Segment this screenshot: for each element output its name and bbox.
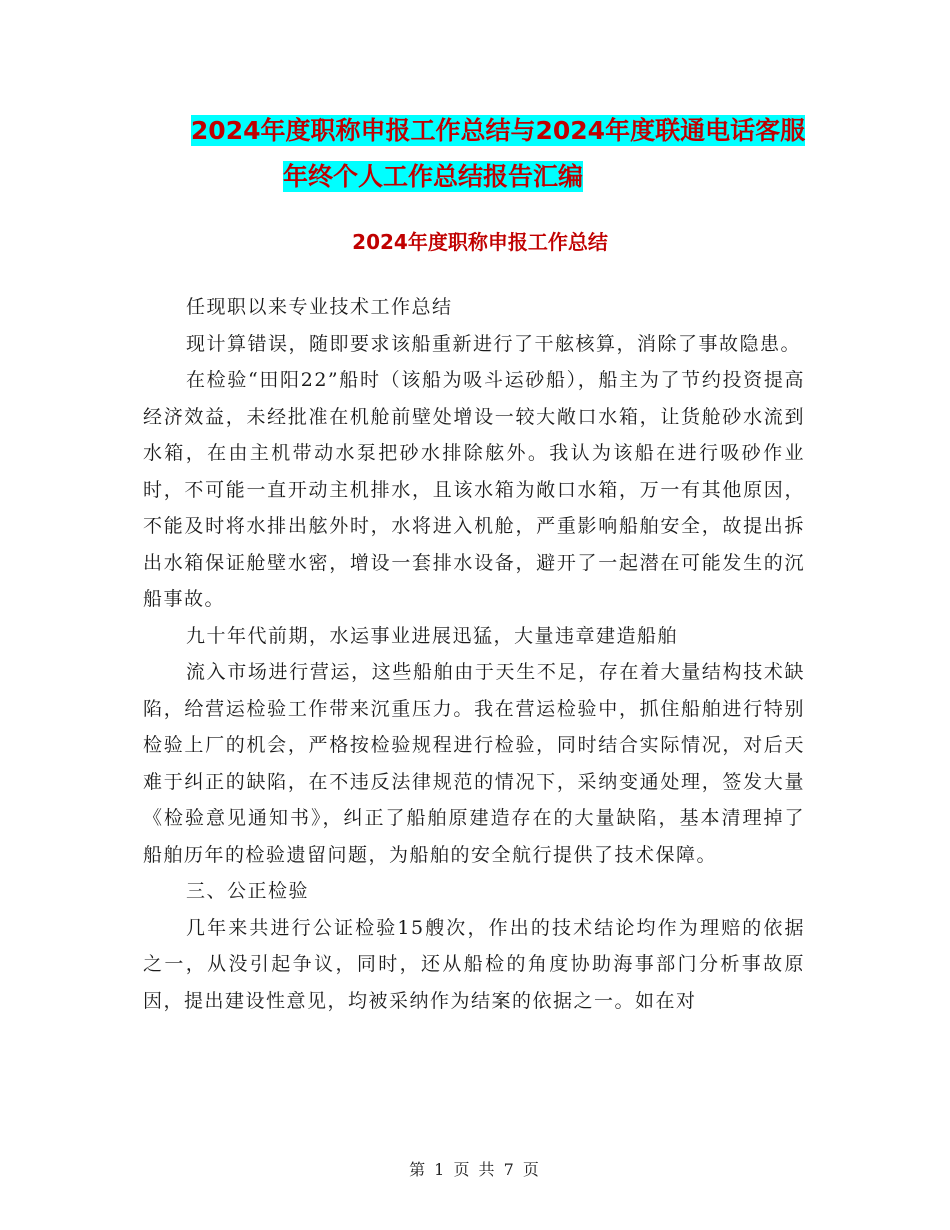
paragraph-4: 九十年代前期，水运事业进展迅猛，大量违章建造船舶	[186, 624, 679, 647]
document-title	[0, 108, 950, 200]
title-line-2-text: 年终个人工作总结报告汇编	[283, 162, 584, 191]
paragraph-3: 在检验“田阳22”船时（该船为吸斗运砂船），船主为了节约投资提高经济效益，未经批准在机舱前壁处增设一较大敞口水箱，让货舱砂水流到水箱，在由主机带动水泵把砂水排除舷外。我认为该船在进行吸砂作业时，不可能一直开动主机排水，且该水箱为敞口水箱，万一有其他原因，不能及时将水排出舷外时，水将进入机舱，严重影响船舶安全，故提出拆出水箱保证舱壁水密，增设一套排水设备，避开了一起潜在可能发生的沉船事故。	[143, 369, 805, 610]
body-text	[143, 289, 805, 1019]
title-line-2	[0, 154, 950, 200]
title-line-1	[0, 108, 950, 154]
paragraph-6: 三、公正检验	[186, 880, 310, 902]
paragraph-1: 任现职以来专业技术工作总结	[186, 296, 453, 318]
section-title: 2024年度职称申报工作总结	[352, 230, 608, 254]
paragraph-2: 现计算错误，随即要求该船重新进行了干舷核算，消除了事故隐患。	[186, 332, 802, 355]
paragraph-7: 几年来共进行公证检验15艘次，作出的技术结论均作为理赔的依据之一，从没引起争议，同时，还从船检的角度协助海事部门分析事故原因，提出建设性意见，均被采纳作为结案的依据之一。如在对	[143, 916, 805, 1012]
page-footer: 第 1 页 共 7 页	[409, 1160, 541, 1179]
paragraph-5: 流入市场进行营运，这些船舶由于天生不足，存在着大量结构技术缺陷，给营运检验工作带来沉重压力。我在营运检验中，抓住船舶进行特别检验上厂的机会，严格按检验规程进行检验，同时结合实际情况，对后天难于纠正的缺陷，在不违反法律规范的情况下，采纳变通处理，签发大量《检验意见通知书》，纠正了船舶原建造存在的大量缺陷，基本清理掉了船舶历年的检验遗留问题，为船舶的安全航行提供了技术保障。	[143, 661, 805, 866]
title-line-1-text: 2024年度职称申报工作总结与2024年度联通电话客服	[190, 116, 806, 145]
